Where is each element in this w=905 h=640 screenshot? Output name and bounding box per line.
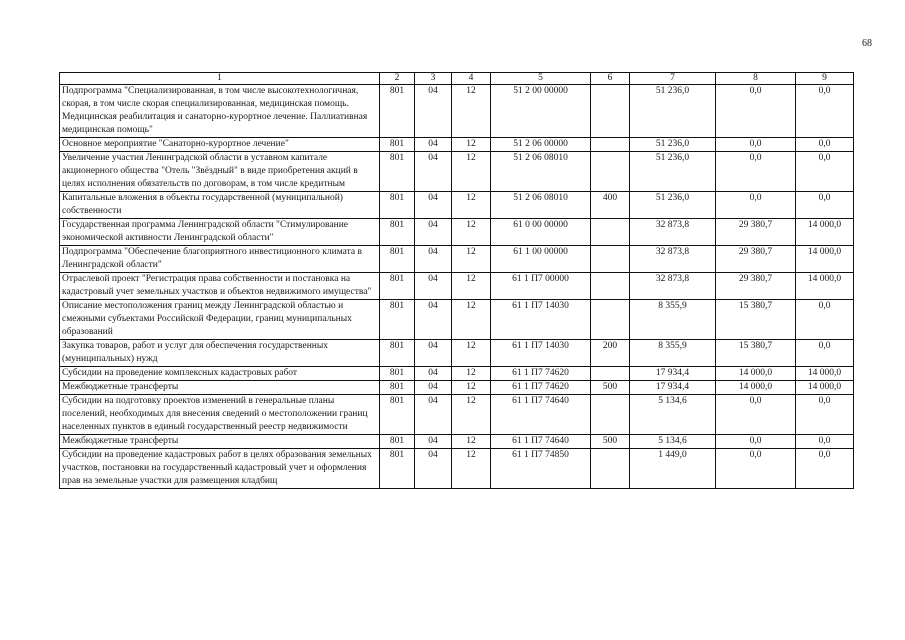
expense-type-cell: 500: [591, 381, 630, 395]
expense-type-cell: [591, 395, 630, 435]
amount-year1-cell: 51 236,0: [630, 192, 716, 219]
table-row: [60, 381, 854, 395]
amount-year2-cell: 14 000,0: [716, 367, 796, 381]
amount-year3-cell: 0,0: [796, 395, 854, 435]
subsection-code-cell: 12: [452, 219, 491, 246]
expense-type-cell: [591, 273, 630, 300]
table-row: [60, 273, 854, 300]
target-article-cell: 61 1 П7 74620: [491, 381, 591, 395]
expense-type-cell: 400: [591, 192, 630, 219]
table-row: [60, 219, 854, 246]
amount-year1-cell: 17 934,4: [630, 381, 716, 395]
ministry-code-cell: 801: [380, 192, 415, 219]
amount-year3-cell: 14 000,0: [796, 273, 854, 300]
amount-year1-cell: 32 873,8: [630, 273, 716, 300]
amount-year1-cell: 1 449,0: [630, 449, 716, 489]
target-article-cell: 51 2 06 08010: [491, 152, 591, 192]
subsection-code-cell: 12: [452, 395, 491, 435]
amount-year2-cell: 0,0: [716, 449, 796, 489]
budget-table: [59, 72, 854, 489]
amount-year1-cell: 8 355,9: [630, 300, 716, 340]
ministry-code-cell: 801: [380, 381, 415, 395]
amount-year1-cell: 5 134,6: [630, 435, 716, 449]
target-article-cell: 61 1 П7 74640: [491, 395, 591, 435]
amount-year2-cell: 0,0: [716, 435, 796, 449]
amount-year3-cell: 14 000,0: [796, 219, 854, 246]
ministry-code-cell: 801: [380, 273, 415, 300]
amount-year3-cell: 0,0: [796, 85, 854, 138]
row-name-cell: Межбюджетные трансферты: [60, 435, 380, 449]
row-name-cell: Отраслевой проект "Регистрация права собственности и постановка на кадастровый учет земельных участков и объектов недвижимого имущества": [60, 273, 380, 300]
amount-year2-cell: 29 380,7: [716, 219, 796, 246]
amount-year2-cell: 14 000,0: [716, 381, 796, 395]
amount-year2-cell: 0,0: [716, 138, 796, 152]
target-article-cell: 61 0 00 00000: [491, 219, 591, 246]
expense-type-cell: [591, 300, 630, 340]
target-article-cell: 61 1 П7 74640: [491, 435, 591, 449]
row-name-cell: Субсидии на подготовку проектов изменений в генеральные планы поселений, необходимых для внесения сведений о местоположении границ населенных пунктов в единый государственный реестр недвижимости: [60, 395, 380, 435]
amount-year1-cell: 17 934,4: [630, 367, 716, 381]
row-name-cell: Государственная программа Ленинградской области "Стимулирование экономической активности Ленинградской области": [60, 219, 380, 246]
ministry-code-cell: 801: [380, 300, 415, 340]
amount-year2-cell: 15 380,7: [716, 300, 796, 340]
table-row: [60, 85, 854, 138]
target-article-cell: 51 2 06 08010: [491, 192, 591, 219]
target-article-cell: 61 1 00 00000: [491, 246, 591, 273]
amount-year2-cell: 29 380,7: [716, 246, 796, 273]
ministry-code-cell: 801: [380, 449, 415, 489]
expense-type-cell: [591, 85, 630, 138]
row-name-cell: Капитальные вложения в объекты государственной (муниципальной) собственности: [60, 192, 380, 219]
table-row: [60, 300, 854, 340]
amount-year3-cell: 0,0: [796, 192, 854, 219]
amount-year3-cell: 0,0: [796, 300, 854, 340]
section-code-cell: 04: [415, 85, 452, 138]
ministry-code-cell: 801: [380, 340, 415, 367]
page-number: 68: [862, 38, 872, 49]
ministry-code-cell: 801: [380, 138, 415, 152]
header-cell: 7: [630, 73, 716, 85]
row-name-cell: Закупка товаров, работ и услуг для обеспечения государственных (муниципальных) нужд: [60, 340, 380, 367]
amount-year1-cell: 32 873,8: [630, 246, 716, 273]
section-code-cell: 04: [415, 192, 452, 219]
row-name-cell: Подпрограмма "Обеспечение благоприятного инвестиционного климата в Ленинградской области": [60, 246, 380, 273]
header-cell: 1: [60, 73, 380, 85]
subsection-code-cell: 12: [452, 246, 491, 273]
amount-year2-cell: 0,0: [716, 85, 796, 138]
row-name-cell: Описание местоположения границ между Ленинградской областью и смежными субъектами Российской Федерации, границ муниципальных образований: [60, 300, 380, 340]
expense-type-cell: [591, 246, 630, 273]
header-cell: 8: [716, 73, 796, 85]
expense-type-cell: 200: [591, 340, 630, 367]
amount-year2-cell: 15 380,7: [716, 340, 796, 367]
table-row: [60, 138, 854, 152]
expense-type-cell: [591, 449, 630, 489]
target-article-cell: 61 1 П7 74620: [491, 367, 591, 381]
section-code-cell: 04: [415, 381, 452, 395]
amount-year3-cell: 14 000,0: [796, 381, 854, 395]
amount-year3-cell: 0,0: [796, 340, 854, 367]
section-code-cell: 04: [415, 300, 452, 340]
amount-year3-cell: 0,0: [796, 449, 854, 489]
amount-year1-cell: 8 355,9: [630, 340, 716, 367]
expense-type-cell: [591, 152, 630, 192]
expense-type-cell: [591, 367, 630, 381]
subsection-code-cell: 12: [452, 85, 491, 138]
amount-year3-cell: 14 000,0: [796, 246, 854, 273]
amount-year2-cell: 0,0: [716, 395, 796, 435]
subsection-code-cell: 12: [452, 435, 491, 449]
ministry-code-cell: 801: [380, 395, 415, 435]
ministry-code-cell: 801: [380, 367, 415, 381]
amount-year2-cell: 0,0: [716, 152, 796, 192]
header-cell: 2: [380, 73, 415, 85]
header-cell: 6: [591, 73, 630, 85]
ministry-code-cell: 801: [380, 85, 415, 138]
amount-year1-cell: 5 134,6: [630, 395, 716, 435]
table-row: [60, 340, 854, 367]
ministry-code-cell: 801: [380, 246, 415, 273]
ministry-code-cell: 801: [380, 152, 415, 192]
section-code-cell: 04: [415, 449, 452, 489]
header-cell: 3: [415, 73, 452, 85]
row-name-cell: Межбюджетные трансферты: [60, 381, 380, 395]
table-row: [60, 246, 854, 273]
expense-type-cell: [591, 138, 630, 152]
header-cell: 5: [491, 73, 591, 85]
ministry-code-cell: 801: [380, 219, 415, 246]
subsection-code-cell: 12: [452, 367, 491, 381]
amount-year2-cell: 0,0: [716, 192, 796, 219]
subsection-code-cell: 12: [452, 192, 491, 219]
amount-year3-cell: 0,0: [796, 152, 854, 192]
table-row: [60, 367, 854, 381]
table-row: [60, 449, 854, 489]
header-cell: 4: [452, 73, 491, 85]
subsection-code-cell: 12: [452, 300, 491, 340]
target-article-cell: 61 1 П7 14030: [491, 340, 591, 367]
row-name-cell: Увеличение участия Ленинградской области в уставном капитале акционерного общества "Отель "Звёздный" в виде приобретения акций в целях исполнения обязательств по договорам, в том числе кредитным: [60, 152, 380, 192]
section-code-cell: 04: [415, 367, 452, 381]
target-article-cell: 61 1 П7 00000: [491, 273, 591, 300]
section-code-cell: 04: [415, 395, 452, 435]
header-cell: 9: [796, 73, 854, 85]
amount-year2-cell: 29 380,7: [716, 273, 796, 300]
section-code-cell: 04: [415, 219, 452, 246]
expense-type-cell: [591, 219, 630, 246]
amount-year1-cell: 51 236,0: [630, 152, 716, 192]
target-article-cell: 61 1 П7 74850: [491, 449, 591, 489]
amount-year1-cell: 51 236,0: [630, 85, 716, 138]
subsection-code-cell: 12: [452, 449, 491, 489]
amount-year1-cell: 32 873,8: [630, 219, 716, 246]
section-code-cell: 04: [415, 138, 452, 152]
row-name-cell: Субсидии на проведение комплексных кадастровых работ: [60, 367, 380, 381]
section-code-cell: 04: [415, 273, 452, 300]
expense-type-cell: 500: [591, 435, 630, 449]
subsection-code-cell: 12: [452, 152, 491, 192]
section-code-cell: 04: [415, 152, 452, 192]
subsection-code-cell: 12: [452, 273, 491, 300]
table-row: [60, 152, 854, 192]
ministry-code-cell: 801: [380, 435, 415, 449]
section-code-cell: 04: [415, 246, 452, 273]
section-code-cell: 04: [415, 340, 452, 367]
amount-year1-cell: 51 236,0: [630, 138, 716, 152]
subsection-code-cell: 12: [452, 138, 491, 152]
target-article-cell: 51 2 00 00000: [491, 85, 591, 138]
amount-year3-cell: 0,0: [796, 138, 854, 152]
table-row: [60, 395, 854, 435]
amount-year3-cell: 14 000,0: [796, 367, 854, 381]
target-article-cell: 61 1 П7 14030: [491, 300, 591, 340]
amount-year3-cell: 0,0: [796, 435, 854, 449]
row-name-cell: Подпрограмма "Специализированная, в том числе высокотехнологичная, скорая, в том числе скорая специализированная, медицинская помощь. Медицинская реабилитация и санаторно-курортное лечение. Паллиативная медицинская помощь": [60, 85, 380, 138]
header-row: [60, 73, 854, 85]
table-row: [60, 192, 854, 219]
row-name-cell: Основное мероприятие "Санаторно-курортное лечение": [60, 138, 380, 152]
target-article-cell: 51 2 06 00000: [491, 138, 591, 152]
subsection-code-cell: 12: [452, 340, 491, 367]
table-row: [60, 435, 854, 449]
subsection-code-cell: 12: [452, 381, 491, 395]
row-name-cell: Субсидии на проведение кадастровых работ в целях образования земельных участков, постановки на государственный кадастровый учет и оформления прав на земельные участки для размещения кладбищ: [60, 449, 380, 489]
section-code-cell: 04: [415, 435, 452, 449]
